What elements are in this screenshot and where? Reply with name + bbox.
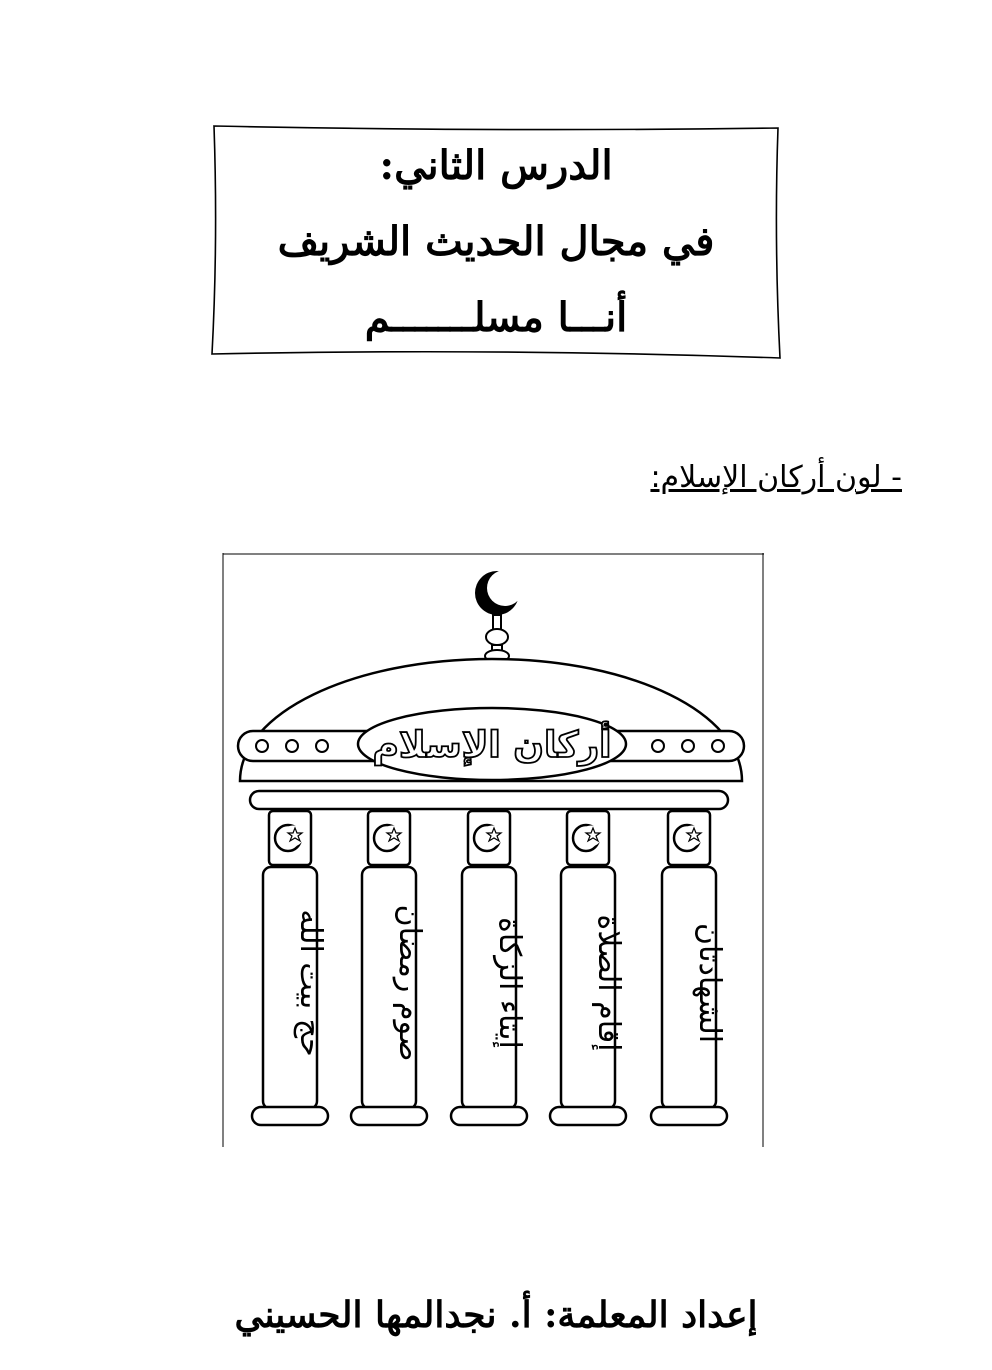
pillar-3 [451, 811, 527, 1125]
pillar-1 [651, 811, 727, 1125]
pillar-5 [252, 811, 328, 1125]
crescent-icon [475, 570, 523, 615]
pillar-crescent-icon [674, 825, 702, 851]
pillar-crescent-icon [374, 825, 402, 851]
pillar-4 [351, 811, 427, 1125]
lesson-number: الدرس الثاني: [379, 142, 613, 189]
pillar-label: صوم رمضان [392, 904, 427, 1062]
pillar-label: حج بيت الله [293, 909, 328, 1057]
pillar-label: الشهادتان [692, 922, 727, 1044]
teacher-credit: إعداد المعلمة: أ. نجدالمها الحسيني [234, 1294, 758, 1336]
pillar-crescent-icon [573, 825, 601, 851]
lesson-title: أنـــا مسلـــــــم [364, 294, 628, 341]
pillar-label: إقام الصلاة [591, 914, 626, 1052]
pillars-group [252, 811, 727, 1125]
pillars-illustration [222, 553, 765, 1147]
lesson-domain: في مجال الحديث الشريف [277, 218, 715, 265]
pillar-label: إيتاء الزكاة [492, 917, 527, 1049]
title-box [208, 122, 784, 362]
pillars-drawing [222, 553, 765, 1147]
instruction-text: - لون أركان الإسلام: [650, 460, 902, 495]
pillar-2 [550, 811, 626, 1125]
pillar-crescent-icon [275, 825, 303, 851]
pillar-crescent-icon [474, 825, 502, 851]
finial-icon [485, 615, 509, 662]
dome-label: أركان الإسلام [372, 725, 612, 766]
entablature [250, 791, 728, 809]
